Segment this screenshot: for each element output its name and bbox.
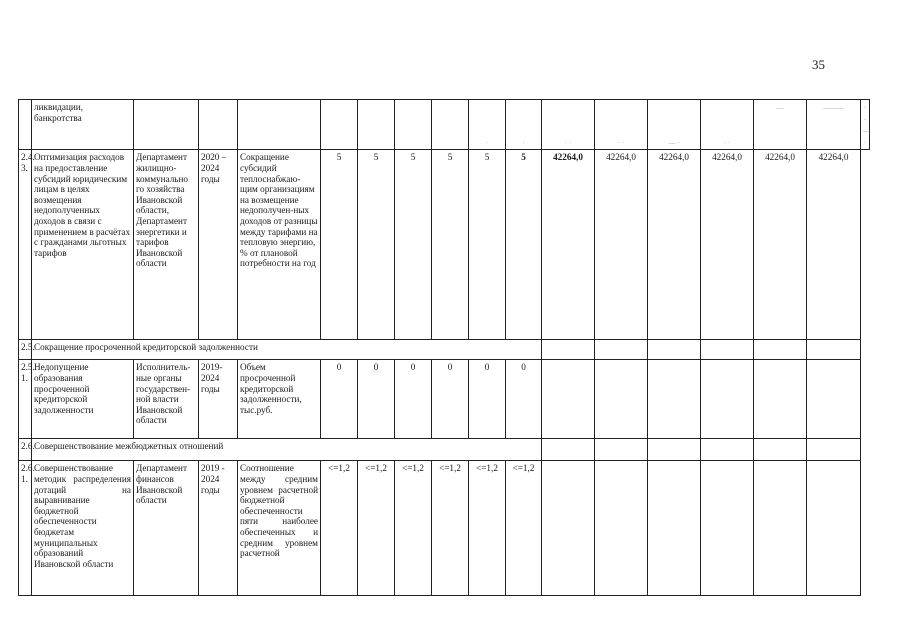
amount-value: 42264,0: [807, 150, 861, 340]
table-row: [19, 150, 870, 340]
indicator: Сокращение субсидий теплоснабжаю-щим организациям на возмещение недополучен-ных доходов от разницы между тарифами на тепловую энергию, % от плановой потребности на год: [238, 150, 321, 340]
amount-value: 42264,0: [595, 150, 648, 340]
indicator-value: 0: [506, 360, 542, 439]
row-number: 2.4. 3.: [19, 150, 32, 340]
indicator-value: 5: [395, 150, 432, 340]
measures-table: [18, 99, 870, 596]
faint-mark: · ·: [723, 138, 731, 147]
indicator-value: <=1,2: [358, 461, 395, 596]
indicator-value: <=1,2: [506, 461, 542, 596]
period: 2020 – 2024 годы: [199, 150, 238, 340]
table-row: [19, 100, 870, 150]
indicator: Объем просроченной кредиторской задолженности, тыс.руб.: [238, 360, 321, 439]
faint-mark: · ·—·: [863, 104, 870, 147]
indicator-value: 0: [321, 360, 358, 439]
indicator-value: <=1,2: [395, 461, 432, 596]
measure-name: Недопущение образования просроченной кредиторской задолженности: [32, 360, 134, 439]
indicator-value: 0: [395, 360, 432, 439]
indicator-value: 5: [358, 150, 395, 340]
indicator: Соотношение между средним уровнем расчетной бюджетной обеспеченности пяти наиболее обеспеченных и средним уровнем расчетной: [238, 461, 321, 596]
faint-mark: · ·: [564, 138, 572, 147]
amount-value: 42264,0: [754, 150, 807, 340]
amount-value: 42264,0: [542, 150, 595, 340]
section-number: 2.6.: [19, 439, 32, 461]
amount-value: 42264,0: [648, 150, 701, 340]
table-row: [19, 461, 870, 596]
executor: Департамент жилищно-коммунально го хозяйства Ивановской области, Департамент энергетики и тарифов Ивановской области: [134, 150, 199, 340]
page-number: 35: [812, 57, 825, 72]
measure-name: Оптимизация расходов на предоставление субсидий юридическим лицам в целях возмещения недополученных доходов в связи с применением в расчётах с гражданами льготных тарифов: [32, 150, 134, 340]
indicator-value: <=1,2: [432, 461, 469, 596]
section-title: Сокращение просроченной кредиторской задолженности: [32, 340, 542, 360]
indicator-value: 0: [358, 360, 395, 439]
measure-name: ликвидации, банкротства: [32, 100, 134, 150]
row-number: 2.6. 1.: [19, 461, 32, 596]
section-number: 2.5.: [19, 340, 32, 360]
period: 2019- 2024 годы: [199, 360, 238, 439]
section-title: Совершенствование межбюджетных отношений: [32, 439, 542, 461]
indicator-value: 5: [321, 150, 358, 340]
measure-name: Совершенствование методик распределения дотаций на выравнивание бюджетной обеспеченности бюджетам муниципальных образований Ивановской области: [32, 461, 134, 596]
period: 2019 - 2024 годы: [199, 461, 238, 596]
indicator-value: 5: [506, 150, 542, 340]
faint-mark: · ·: [617, 138, 625, 147]
faint-mark: —: [776, 104, 784, 112]
indicator-value: 0: [469, 360, 506, 439]
section-row: [19, 340, 870, 360]
indicator-value: <=1,2: [469, 461, 506, 596]
executor: Исполнитель-ные органы государствен-ной власти Ивановской области: [134, 360, 199, 439]
faint-mark: — ·: [668, 138, 680, 147]
faint-mark: ———: [823, 104, 844, 112]
indicator-value: <=1,2: [321, 461, 358, 596]
amount-value: 42264,0: [701, 150, 754, 340]
indicator-value: 0: [432, 360, 469, 439]
table-row: [19, 360, 870, 439]
executor: Департамент финансов Ивановской области: [134, 461, 199, 596]
section-row: [19, 439, 870, 461]
indicator-value: 5: [432, 150, 469, 340]
indicator-value: 5: [469, 150, 506, 340]
row-number: 2.5. 1.: [19, 360, 32, 439]
faint-mark: ·: [522, 138, 525, 147]
faint-mark: ·: [485, 138, 489, 147]
